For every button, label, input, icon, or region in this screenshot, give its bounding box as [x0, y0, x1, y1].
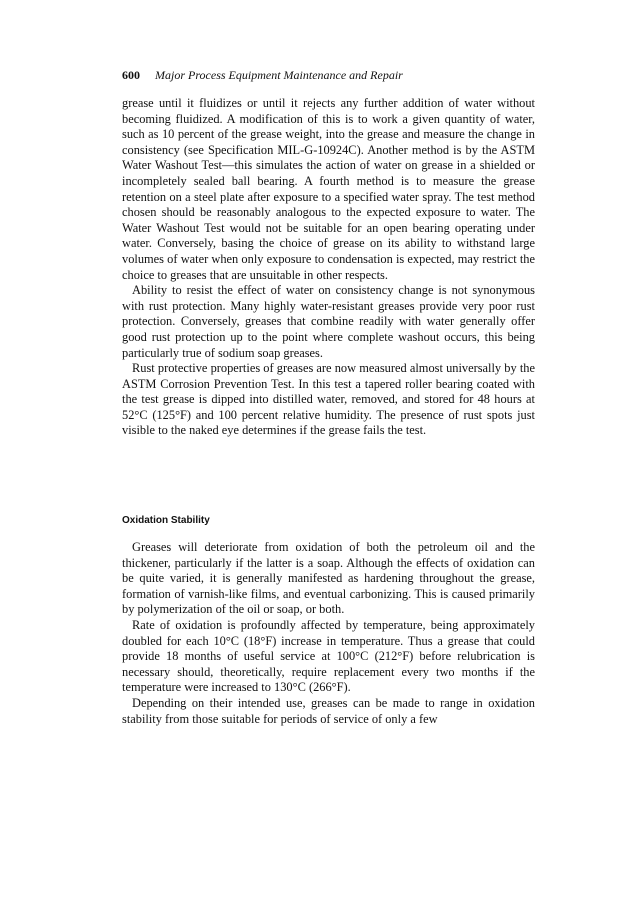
page-header — [122, 68, 542, 83]
page-number: 600 — [122, 68, 140, 82]
paragraph: Ability to resist the effect of water on consistency change is not synonymous with rust protection. Many highly water-resistant greases provide very poor rust protection. Conversely, greases that combine readily with water generally offer good rust protection up to the point where complete washout occurs, this being particularly true of sodium soap greases. — [122, 283, 535, 360]
body-text-section-2 — [122, 540, 535, 727]
paragraph: Rust protective properties of greases are now measured almost universally by the ASTM Corrosion Prevention Test. In this test a tapered roller bearing coated with the test grease is dipped into distilled water, removed, and stored for 48 hours at 52°C (125°F) and 100 percent relative humidity. The presence of rust spots just visible to the naked eye determines if the grease fails the test. — [122, 361, 535, 438]
paragraph: grease until it fluidizes or until it rejects any further addition of water without becoming fluidized. A modification of this is to work a given quantity of water, such as 10 percent of the grease weight, into the grease and measure the change in consistency (see Specification MIL-G-10924C). Another method is by the ASTM Water Washout Test—this simulates the action of water on grease in a shielded or incompletely sealed ball bearing. A fourth method is to measure the grease retention on a steel plate after exposure to a specified water spray. The test method chosen should be reasonably analogous to the expected exposure to water. The Water Washout Test would not be suitable for an open bearing operating under water. Conversely, basing the choice of grease on its ability to withstand large volumes of water when only exposure to condensation is expected, may restrict the choice to greases that are unsuitable in other respects. — [122, 96, 535, 282]
paragraph: Rate of oxidation is profoundly affected by temperature, being approximately doubled for each 10°C (18°F) increase in temperature. Thus a grease that could provide 18 months of useful service at 100°C (212°F) before relubrication is necessary should, theoretically, require replacement every two months if the temperature were increased to 130°C (266°F). — [122, 617, 535, 695]
body-text-section-1 — [122, 96, 535, 439]
paragraph: Depending on their intended use, greases can be made to range in oxidation stability from those suitable for periods of service of only a few — [122, 695, 535, 726]
paragraph: Greases will deteriorate from oxidation of both the petroleum oil and the thickener, particularly if the latter is a soap. Although the effects of oxidation can be quite varied, it is generally manifested as hardening throughout the grease, formation of varnish-like films, and eventual carbonizing. This is caused primarily by polymerization of the oil or soap, or both. — [122, 540, 535, 617]
section-heading: Oxidation Stability — [122, 515, 210, 526]
running-title: Major Process Equipment Maintenance and Repair — [155, 68, 403, 82]
